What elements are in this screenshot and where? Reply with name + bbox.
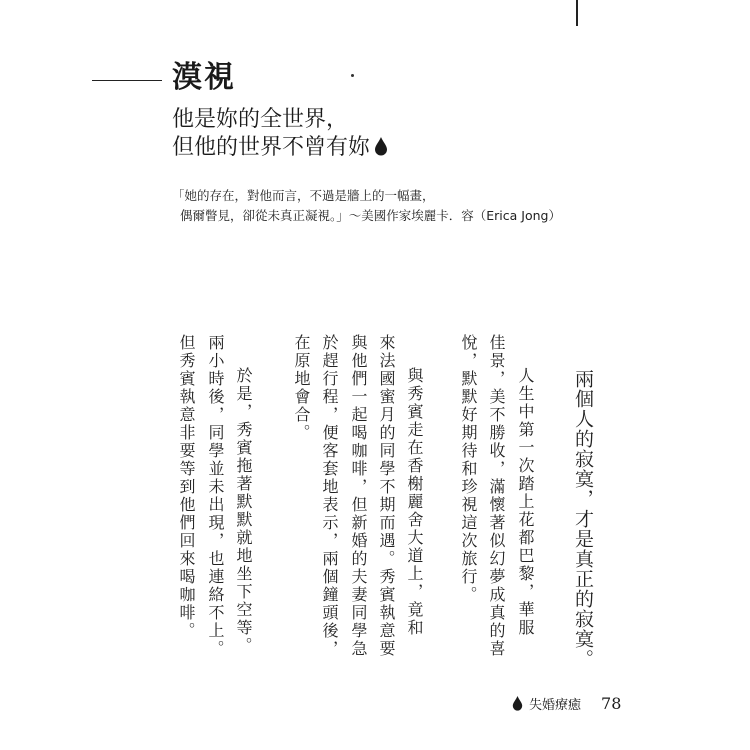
subtitle-line-2-text: 但他的世界不曾有妳 <box>172 135 371 160</box>
page-number: 78 <box>601 693 622 713</box>
body-column-5: 來法國蜜月的同學不期而遇。秀賓執意要 <box>377 334 396 658</box>
subtitle-line-1: 他是妳的全世界， <box>172 107 349 132</box>
body-column-11: 但秀賓執意非要等到他們回來喝咖啡。 <box>177 334 196 640</box>
top-rule <box>576 0 578 26</box>
quote-line-2: 偶爾瞥見，卻從未真正凝視。」～美國作家埃麗卡．容（Erica Jong） <box>180 208 561 223</box>
epigraph-quote <box>172 186 561 226</box>
chapter-title: 漠視 <box>172 60 236 95</box>
body-heading: 兩個人的寂寞，才是真正的寂寞。 <box>572 369 594 669</box>
subtitle-line-2 <box>172 134 388 162</box>
body-column-1: 人生中第一次踏上花都巴黎，華服 <box>516 367 535 637</box>
drop-icon <box>374 137 388 156</box>
body-column-9: 於是，秀賓拖著默默就地坐下空等。 <box>234 367 253 655</box>
dot-mark <box>351 74 354 77</box>
body-column-8: 在原地會合。 <box>292 334 311 442</box>
chapter-subtitle <box>172 106 388 162</box>
quote-line-1: 「她的存在，對他而言，不過是牆上的一幅畫， <box>172 188 435 203</box>
body-column-3: 悅，默默好期待和珍視這次旅行。 <box>459 334 478 604</box>
body-column-4: 與秀賓走在香榭麗舍大道上，竟和 <box>405 367 424 637</box>
body-column-6: 與他們一起喝咖啡，但新婚的夫妻同學急 <box>349 334 368 658</box>
book-title: 失婚療癒 <box>529 697 582 713</box>
drop-icon <box>512 696 523 711</box>
body-column-7: 於趕行程，便客套地表示，兩個鐘頭後， <box>320 334 339 658</box>
page-footer <box>512 692 621 714</box>
body-column-10: 兩小時後，同學並未出現，也連絡不上。 <box>206 334 225 658</box>
body-column-2: 佳景，美不勝收，滿懷著似幻夢成真的喜 <box>487 334 506 658</box>
title-rule <box>92 80 162 81</box>
